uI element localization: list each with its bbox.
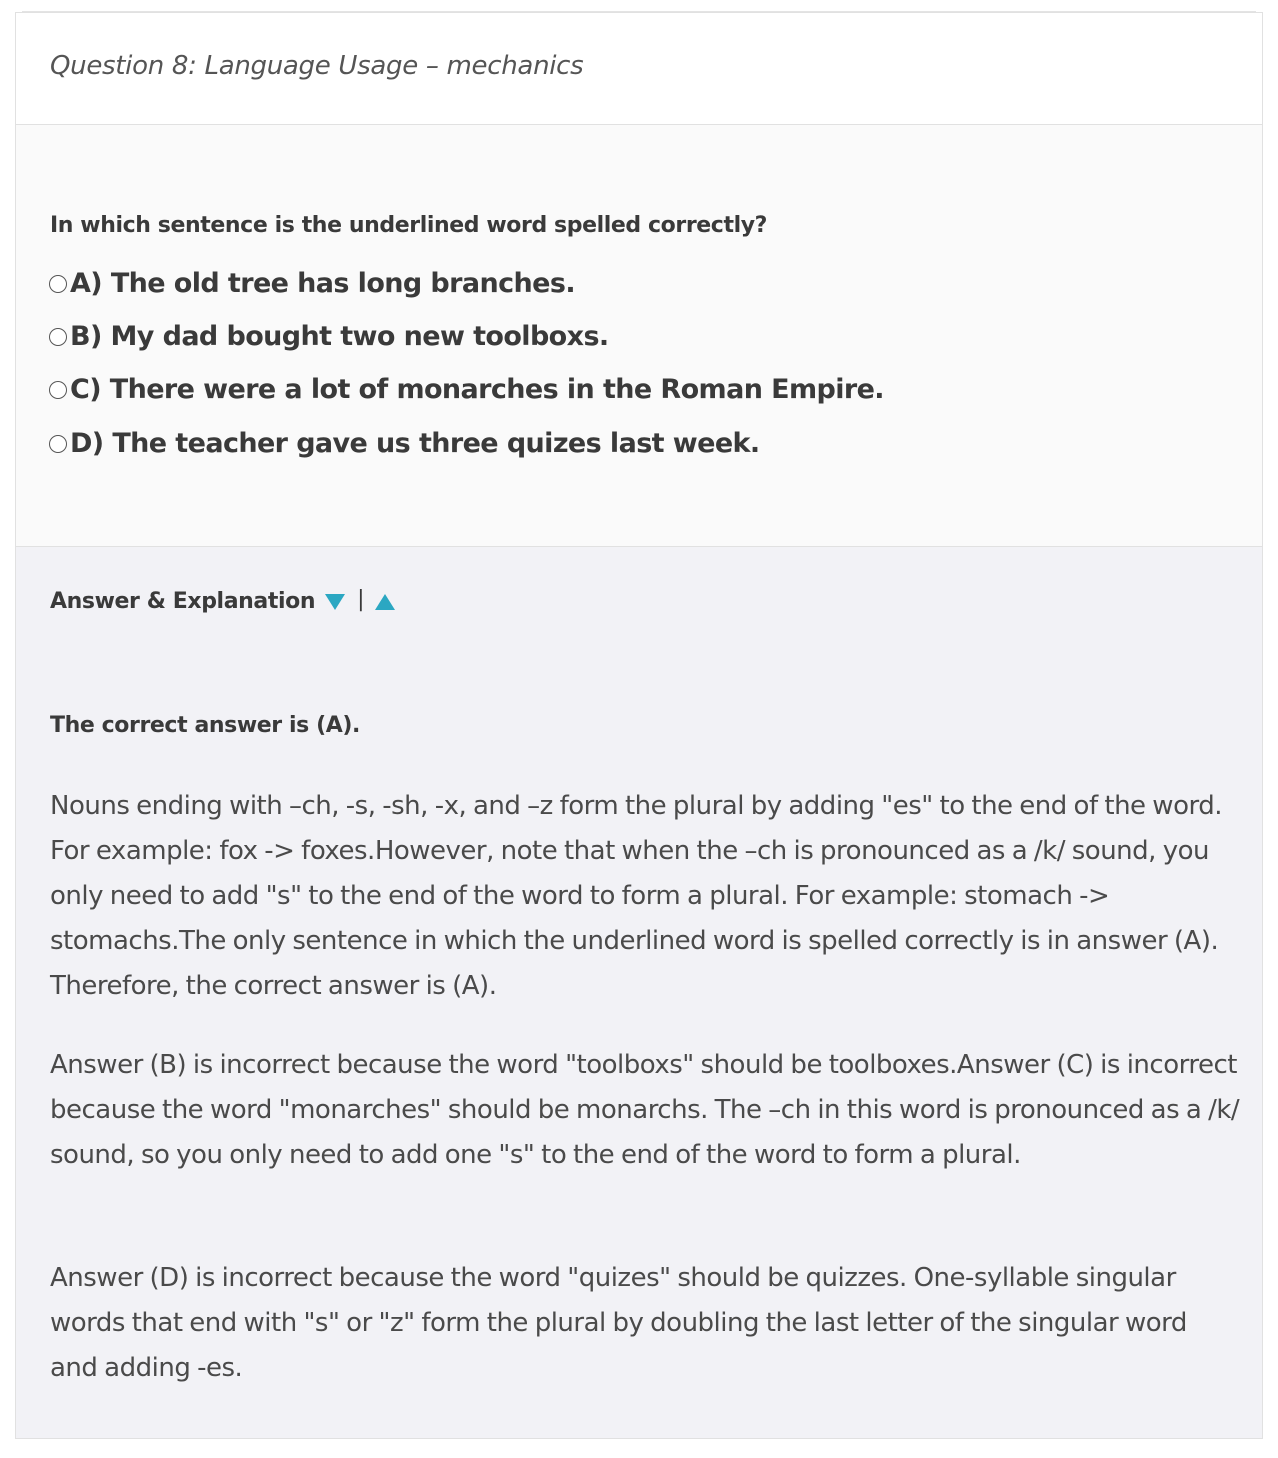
question-prompt: In which sentence is the underlined word spelled correctly? [50, 213, 768, 238]
option-d-label: D) The teacher gave us three quizes last week. [70, 428, 760, 459]
question-section [16, 125, 1262, 546]
option-c[interactable] [49, 374, 884, 405]
option-a-radio[interactable] [49, 275, 67, 293]
option-b-radio[interactable] [49, 328, 67, 346]
toggle-divider: | [357, 587, 365, 612]
option-c-label: C) There were a lot of monarches in the Roman Empire. [70, 374, 884, 405]
explanation-paragraph: Nouns ending with –ch, -s, -sh, -x, and –z form the plural by adding "es" to the end of the word. For example: fox -> foxes.However, note that when the –ch is pronounced as a /k/ sound, you only need to add "s" to the end of the word to form a plural. For example: stomach -> stomachs.The only sentence in which the underlined word is spelled correctly is in answer (A). Therefore, the correct answer is (A). [50, 791, 1222, 1001]
answer-toggle-label: Answer & Explanation [50, 589, 316, 614]
collapse-triangle-icon[interactable] [375, 594, 395, 610]
correct-answer-line: The correct answer is (A). [50, 713, 360, 738]
expand-triangle-icon[interactable] [325, 594, 345, 610]
answer-toggle [50, 589, 395, 614]
question-title: Question 8: Language Usage – mechanics [50, 51, 584, 81]
explanation-paragraph: Answer (B) is incorrect because the word "toolboxs" should be toolboxes.Answer (C) is incorrect because the word "monarches" should be monarchs. The –ch in this word is pronounced as a /k/ sound, so you only need to add one "s" to the end of the word to form a plural. [50, 1050, 1240, 1170]
option-d-radio[interactable] [49, 435, 67, 453]
option-b-label: B) My dad bought two new toolboxs. [70, 321, 609, 352]
option-a[interactable] [49, 268, 575, 299]
option-d[interactable] [49, 428, 760, 459]
question-card [15, 12, 1263, 1439]
answer-section [16, 546, 1262, 1438]
option-c-radio[interactable] [49, 381, 67, 399]
card-header [16, 13, 1262, 125]
option-b[interactable] [49, 321, 609, 352]
explanation-paragraph: Answer (D) is incorrect because the word "quizes" should be quizzes. One-syllable singular words that end with "s" or "z" form the plural by doubling the last letter of the singular word and adding -es. [50, 1263, 1187, 1383]
option-a-label: A) The old tree has long branches. [70, 268, 575, 299]
